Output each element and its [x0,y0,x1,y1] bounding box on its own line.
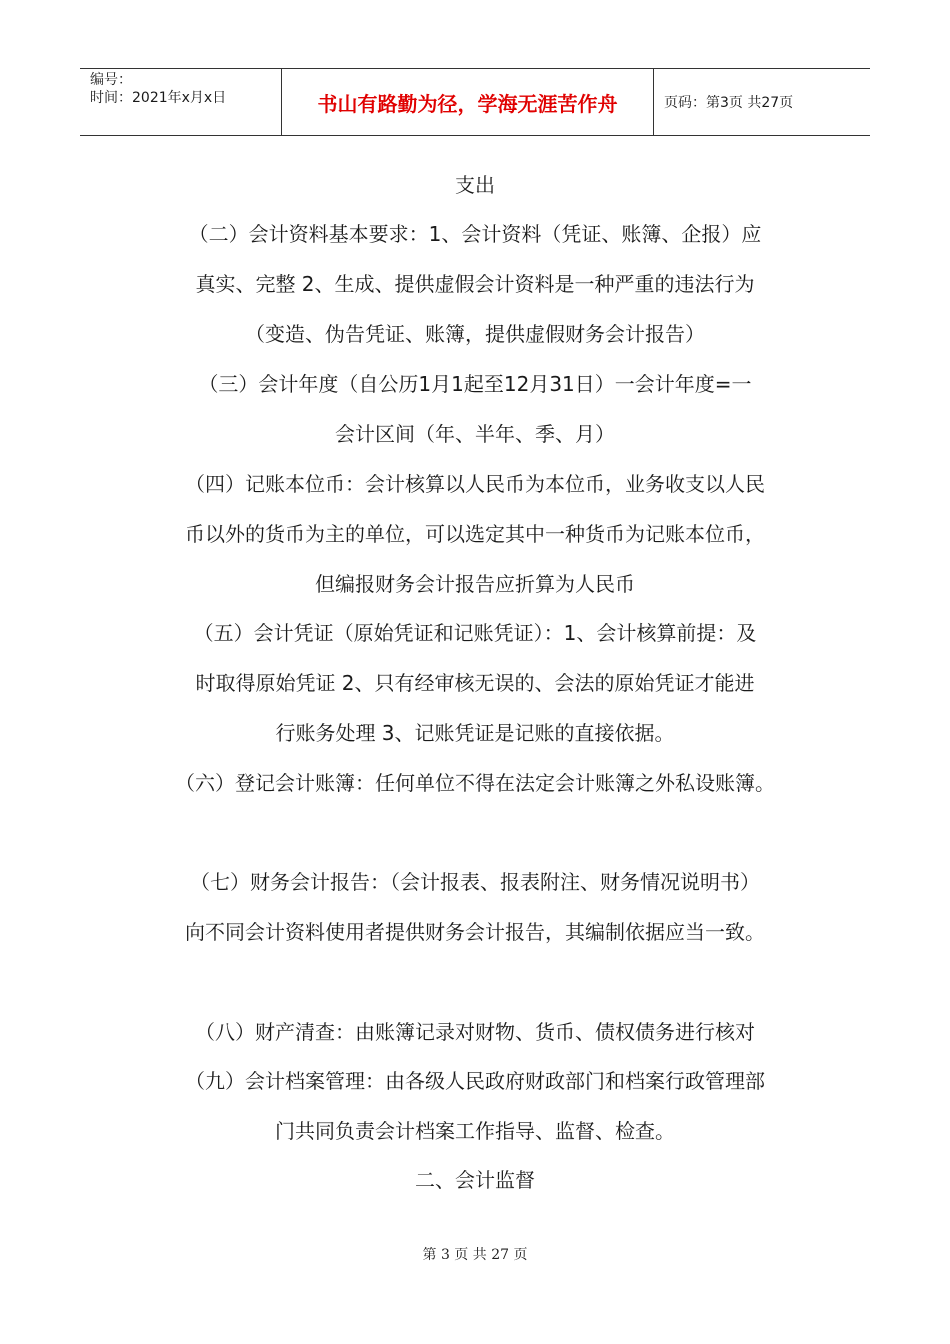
document-number-label: 编号： [90,72,132,88]
text-line: （四）记账本位币：会计核算以人民币为本位币，业务收支以人民 [185,472,765,496]
text-line: （六）登记会计账簿：任何单位不得在法定会计账簿之外私设账簿。 [175,771,775,795]
text-line: 但编报财务会计报告应折算为人民币 [315,572,635,596]
text-line: 行账务处理 3、记账凭证是记账的直接依据。 [275,721,675,745]
text-line: （九）会计档案管理：由各级人民政府财政部门和档案行政管理部 [185,1069,765,1093]
text-line: （五）会计凭证（原始凭证和记账凭证）：1、会计核算前提：及 [193,621,757,645]
text-line: 门共同负责会计档案工作指导、监督、检查。 [275,1119,675,1143]
page-footer: 第 3 页 共 27 页 [422,1247,528,1263]
text-line: 会计区间（年、半年、季、月） [335,422,615,446]
header-meta [80,69,282,135]
page-header [80,68,870,136]
header-page-info: 页码：第3页 共27页 [664,95,794,111]
header-motto: 书山有路勤为径，学海无涯苦作舟 [282,69,654,135]
text-line: （七）财务会计报告：（会计报表、报表附注、财务情况说明书） [190,870,760,894]
text-line: 真实、完整 2、生成、提供虚假会计资料是一种严重的违法行为 [195,272,755,296]
section-heading: 二、会计监督 [415,1168,535,1192]
text-line: （变造、伪告凭证、账簿，提供虚假财务会计报告） [245,322,705,346]
text-line: （三）会计年度（自公历1月1起至12月31日）一会计年度=一 [198,372,752,396]
text-line: 支出 [455,173,495,197]
text-line: 时取得原始凭证 2、只有经审核无误的、会法的原始凭证才能进 [195,671,755,695]
document-date-label: 时间：2021年x月x日 [90,90,227,106]
text-line: （八）财产清查：由账簿记录对财物、货币、债权债务进行核对 [195,1020,755,1044]
text-line: 币以外的货币为主的单位，可以选定其中一种货币为记账本位币， [185,522,765,546]
text-line: （二）会计资料基本要求：1、会计资料（凭证、账簿、企报）应 [188,222,762,246]
text-line: 向不同会计资料使用者提供财务会计报告，其编制依据应当一致。 [185,920,765,944]
